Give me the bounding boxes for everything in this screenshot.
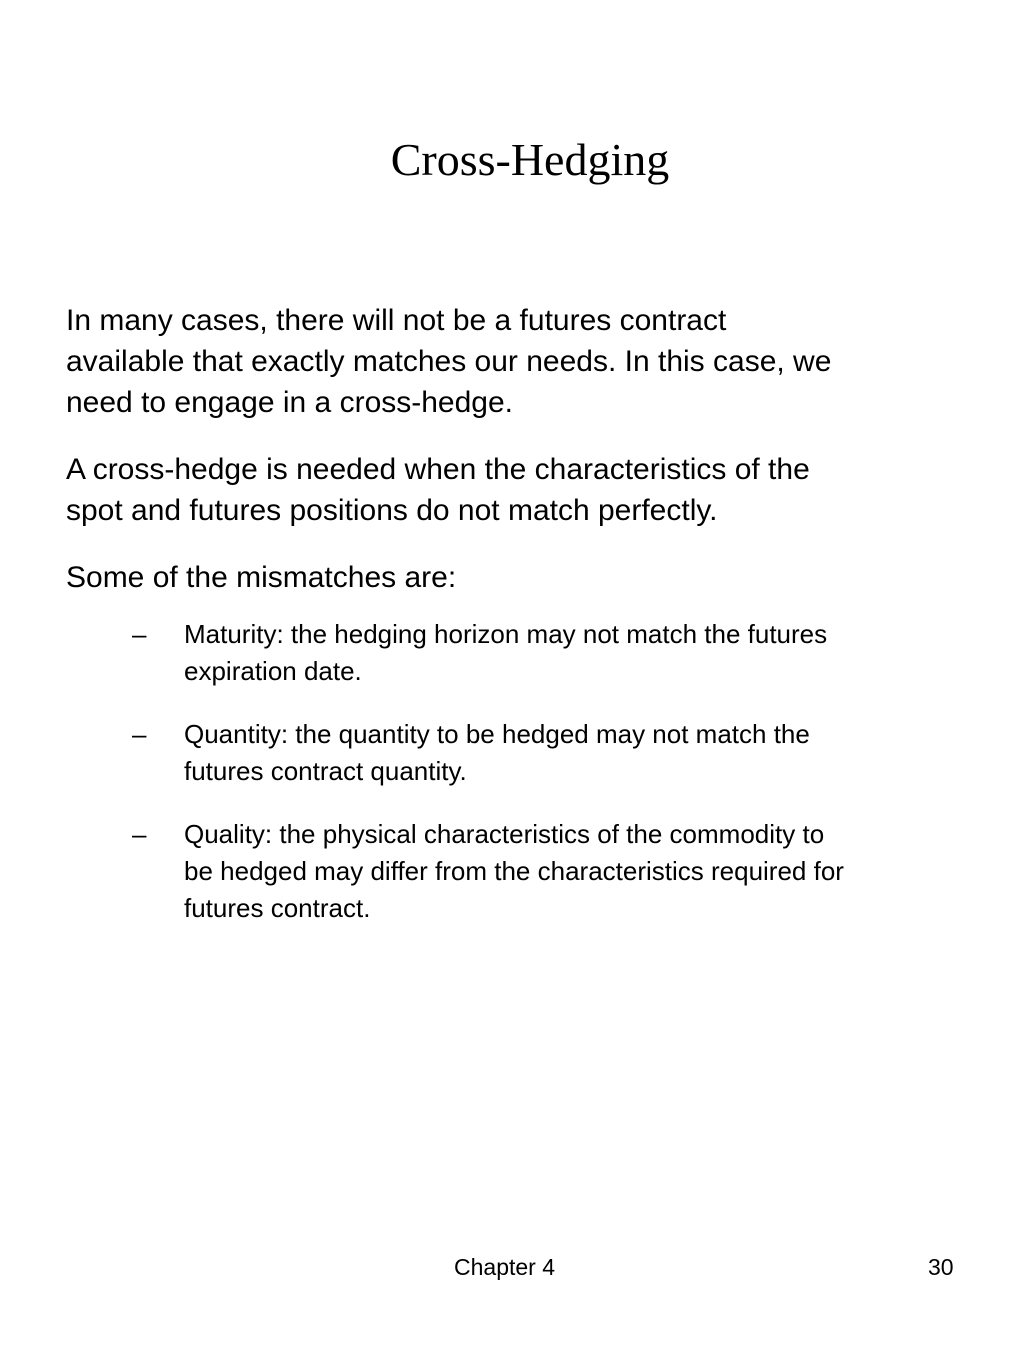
paragraph-intro [66,300,966,423]
mismatch-list [66,616,966,927]
paragraph-line: available that exactly matches our needs. In this case, we [66,345,832,378]
paragraph-mismatches-heading [66,557,966,598]
list-item-line: Maturity: the hedging horizon may not match the futures [184,619,828,649]
list-item-line: Quantity: the quantity to be hedged may not match the [184,719,810,749]
paragraph-line: need to engage in a cross-hedge. [66,386,513,419]
slide-title: Cross-Hedging [390,134,670,185]
paragraph-definition [66,449,966,531]
list-item-maturity [66,616,966,690]
footer-page-number: 30 [928,1254,954,1280]
slide-body [66,300,966,953]
list-item-line: be hedged may differ from the characteristics required for [184,856,844,886]
paragraph-line: In many cases, there will not be a futures contract [66,304,727,337]
list-item-line: futures contract. [184,893,371,923]
paragraph-line: Some of the mismatches are: [66,561,457,594]
footer-chapter: Chapter 4 [454,1254,556,1280]
bullet-dash: – [132,619,147,649]
paragraph-line: spot and futures positions do not match perfectly. [66,494,718,527]
list-item-line: futures contract quantity. [184,756,467,786]
list-item-quantity [66,716,966,790]
bullet-dash: – [132,719,147,749]
list-item-quality [66,816,966,927]
bullet-dash: – [132,819,147,849]
list-item-line: Quality: the physical characteristics of the commodity to [184,819,825,849]
list-item-line: expiration date. [184,656,362,686]
paragraph-line: A cross-hedge is needed when the characteristics of the [66,453,810,486]
